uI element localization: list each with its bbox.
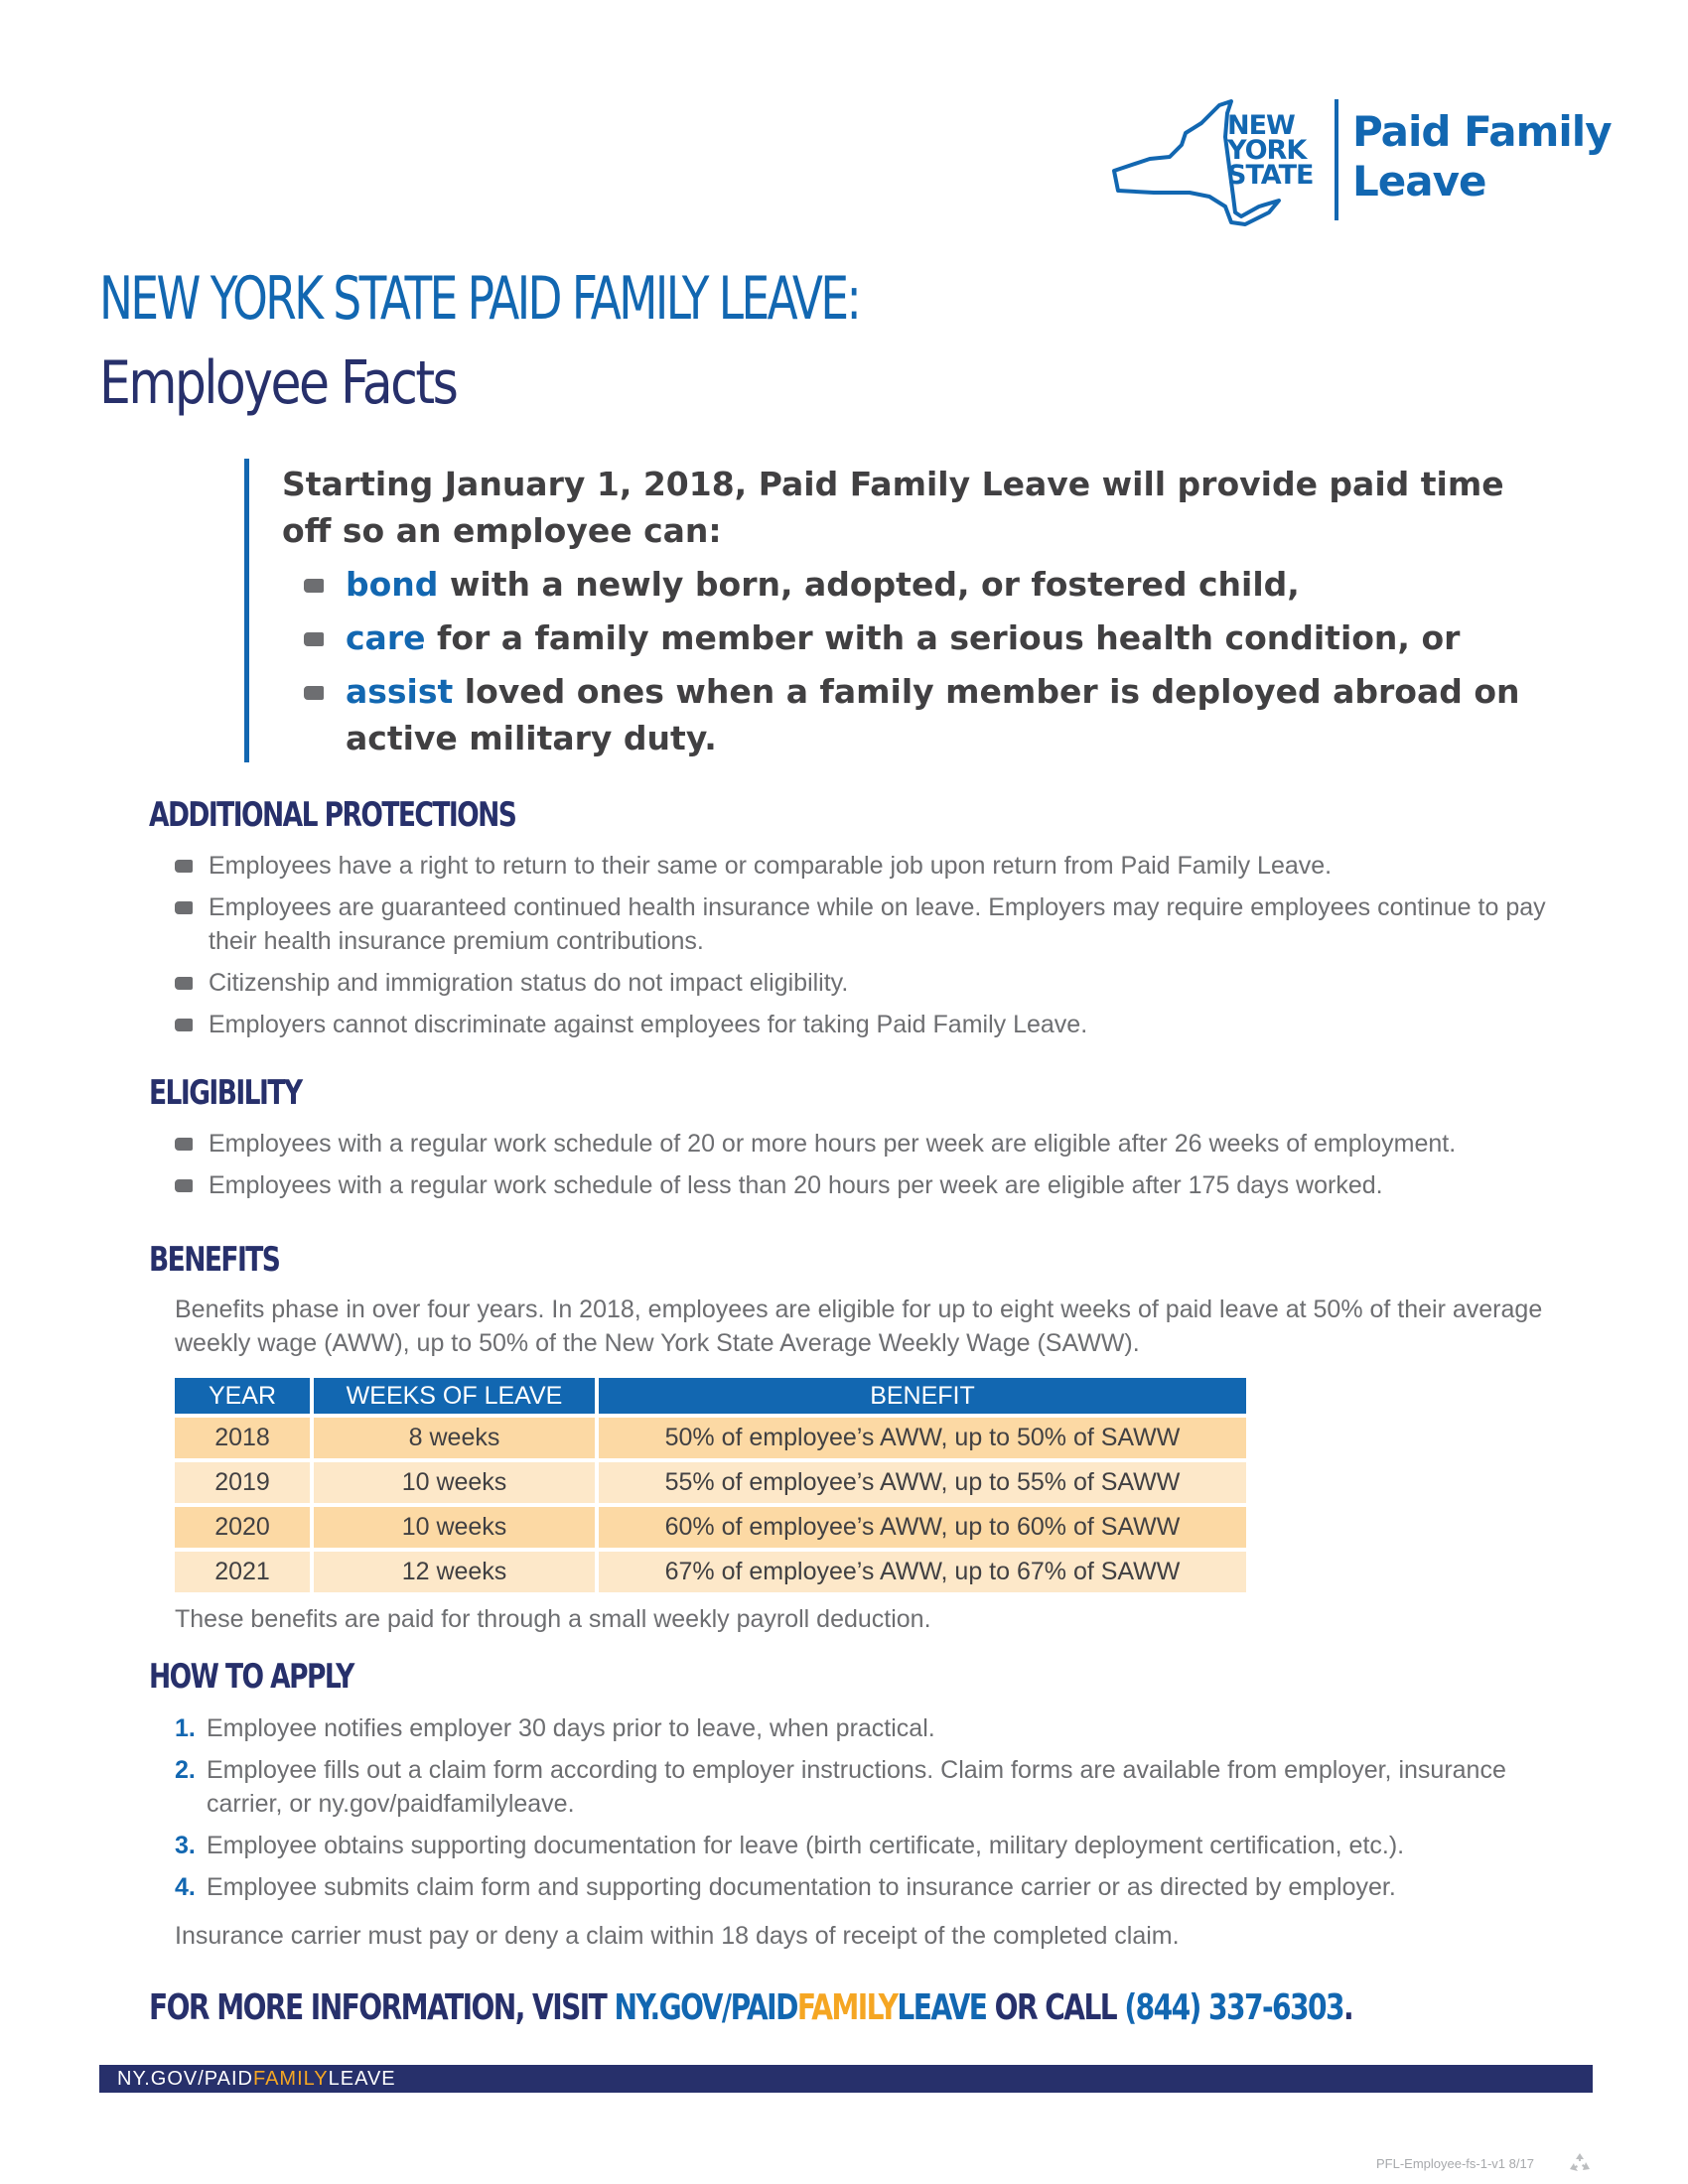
list-item	[175, 1008, 1585, 1041]
benefits-intro: Benefits phase in over four years. In 2018, employees are eligible for up to eight weeks of paid leave at 50% of their average weekly wage (AWW), up to 50% of the New York State Average Weekly Wage (SAWW).	[175, 1296, 1543, 1357]
step-text: Employee obtains supporting documentation for leave (birth certificate, military deployment certification, etc.).	[207, 1832, 1405, 1859]
intro-item-care	[282, 614, 1535, 661]
program-wordmark	[1352, 107, 1612, 206]
list-item	[175, 890, 1585, 958]
program-line-1: Paid Family	[1352, 107, 1612, 156]
eligibility-list	[175, 1127, 1585, 1210]
cell-year: 2019	[175, 1462, 310, 1503]
cta-phone[interactable]: (844) 337-6303	[1124, 1987, 1343, 2028]
list-item-text: Employees with a regular work schedule of less than 20 hours per week are eligible after 175 days worked.	[209, 1171, 1383, 1199]
benefits-table	[171, 1374, 1250, 1596]
footer-url[interactable]	[117, 2066, 396, 2092]
column-header-benefit: BENEFIT	[599, 1378, 1246, 1414]
cell-year: 2021	[175, 1552, 310, 1592]
intro-callout	[244, 459, 1535, 762]
list-item-text: Employers cannot discriminate against employees for taking Paid Family Leave.	[209, 1011, 1088, 1038]
rounded-square-bullet-icon	[304, 632, 324, 646]
cta-prefix: FOR MORE INFORMATION, VISIT	[149, 1987, 615, 2028]
cell-weeks: 10 weeks	[314, 1462, 595, 1503]
rounded-square-bullet-icon	[175, 860, 193, 873]
cell-weeks: 8 weeks	[314, 1418, 595, 1458]
list-item	[175, 1168, 1585, 1202]
footer-url-part-2: FAMILY	[252, 2068, 329, 2090]
column-header-year: YEAR	[175, 1378, 310, 1414]
step-text: Employee notifies employer 30 days prior to leave, when practical.	[207, 1714, 935, 1742]
apply-steps	[175, 1711, 1585, 1912]
apply-note: Insurance carrier must pay or deny a claim within 18 days of receipt of the completed claim.	[175, 1922, 1180, 1950]
intro-item-text: for a family member with a serious health condition, or	[425, 618, 1461, 657]
intro-keyword: care	[346, 618, 426, 657]
step-text: Employee fills out a claim form according to employer instructions. Claim forms are available from employer, insurance carrier, or ny.gov/paidfamilyleave.	[207, 1756, 1506, 1818]
recycle-icon	[1567, 2150, 1593, 2176]
intro-list	[282, 561, 1535, 761]
cta-url-part-1[interactable]: NY.GOV/PAID	[614, 1987, 797, 2028]
intro-item-assist	[282, 668, 1535, 761]
rounded-square-bullet-icon	[175, 901, 193, 914]
benefits-heading: BENEFITS	[149, 1240, 280, 1280]
step-number: 4.	[175, 1873, 196, 1901]
step-number: 3.	[175, 1832, 196, 1859]
rounded-square-bullet-icon	[175, 1019, 193, 1031]
intro-item-text: loved ones when a family member is deployed abroad on active military duty.	[346, 672, 1520, 757]
step-text: Employee submits claim form and supporting documentation to insurance carrier or as directed by employer.	[207, 1873, 1396, 1901]
nys-pfl-logo	[1110, 97, 1612, 226]
protections-list	[175, 849, 1585, 1049]
more-info-callout	[149, 1985, 1352, 2031]
cta-url-part-3[interactable]: LEAVE	[897, 1987, 987, 2028]
rounded-square-bullet-icon	[175, 1179, 193, 1192]
intro-lead: Starting January 1, 2018, Paid Family Leave will provide paid time off so an employee can:	[282, 465, 1504, 550]
how-to-apply-heading: HOW TO APPLY	[149, 1657, 353, 1697]
footer-url-part-3: LEAVE	[328, 2068, 396, 2090]
cell-weeks: 10 weeks	[314, 1507, 595, 1548]
cell-benefit: 55% of employee’s AWW, up to 55% of SAWW	[599, 1462, 1246, 1503]
intro-item-text: with a newly born, adopted, or fostered child,	[438, 565, 1300, 604]
footer-url-part-1: NY.GOV/PAID	[117, 2068, 253, 2090]
cell-year: 2018	[175, 1418, 310, 1458]
cell-benefit: 60% of employee’s AWW, up to 60% of SAWW	[599, 1507, 1246, 1548]
table-row	[175, 1552, 1246, 1592]
page-title: NEW YORK STATE PAID FAMILY LEAVE:	[99, 264, 860, 334]
page-subtitle: Employee Facts	[99, 348, 457, 418]
form-code: PFL-Employee-fs-1-v1 8/17	[1376, 2156, 1534, 2171]
rounded-square-bullet-icon	[304, 686, 324, 700]
intro-keyword: bond	[346, 565, 439, 604]
logo-divider	[1335, 99, 1338, 220]
benefits-note: These benefits are paid for through a small weekly payroll deduction.	[175, 1605, 931, 1633]
list-item	[175, 966, 1585, 1000]
list-item-text: Employees are guaranteed continued health insurance while on leave. Employers may require employees continue to pay their health insurance premium contributions.	[209, 893, 1546, 955]
rounded-square-bullet-icon	[175, 1138, 193, 1151]
column-header-weeks: WEEKS OF LEAVE	[314, 1378, 595, 1414]
list-item-text: Employees have a right to return to their same or comparable job upon return from Paid Family Leave.	[209, 852, 1333, 880]
table-row	[175, 1418, 1246, 1458]
step-item	[175, 1711, 1585, 1745]
list-item-text: Employees with a regular work schedule of 20 or more hours per week are eligible after 26 weeks of employment.	[209, 1130, 1457, 1158]
logo-line-new: NEW	[1227, 110, 1295, 141]
cta-suffix: .	[1342, 1987, 1353, 2028]
cell-weeks: 12 weeks	[314, 1552, 595, 1592]
table-row	[175, 1507, 1246, 1548]
eligibility-heading: ELIGIBILITY	[149, 1073, 302, 1113]
step-number: 1.	[175, 1714, 196, 1742]
cta-url-part-2[interactable]: FAMILY	[796, 1987, 898, 2028]
cell-benefit: 50% of employee’s AWW, up to 50% of SAWW	[599, 1418, 1246, 1458]
list-item-text: Citizenship and immigration status do not impact eligibility.	[209, 969, 849, 997]
logo-line-state: STATE	[1227, 160, 1314, 191]
protections-heading: ADDITIONAL PROTECTIONS	[149, 795, 516, 835]
list-item	[175, 1127, 1585, 1160]
table-row	[175, 1462, 1246, 1503]
cell-benefit: 67% of employee’s AWW, up to 67% of SAWW	[599, 1552, 1246, 1592]
cta-middle: OR CALL	[986, 1987, 1125, 2028]
step-item	[175, 1829, 1585, 1862]
rounded-square-bullet-icon	[175, 977, 193, 990]
rounded-square-bullet-icon	[304, 579, 324, 593]
footer-bar	[99, 2065, 1593, 2093]
program-line-2: Leave	[1352, 157, 1486, 205]
nys-wordmark	[1227, 110, 1314, 191]
step-item	[175, 1870, 1585, 1904]
step-number: 2.	[175, 1756, 196, 1784]
table-header-row	[175, 1378, 1246, 1414]
intro-item-bond	[282, 561, 1535, 608]
intro-keyword: assist	[346, 672, 454, 711]
list-item	[175, 849, 1585, 883]
cell-year: 2020	[175, 1507, 310, 1548]
logo-line-york: YORK	[1227, 135, 1307, 166]
step-item	[175, 1753, 1585, 1821]
